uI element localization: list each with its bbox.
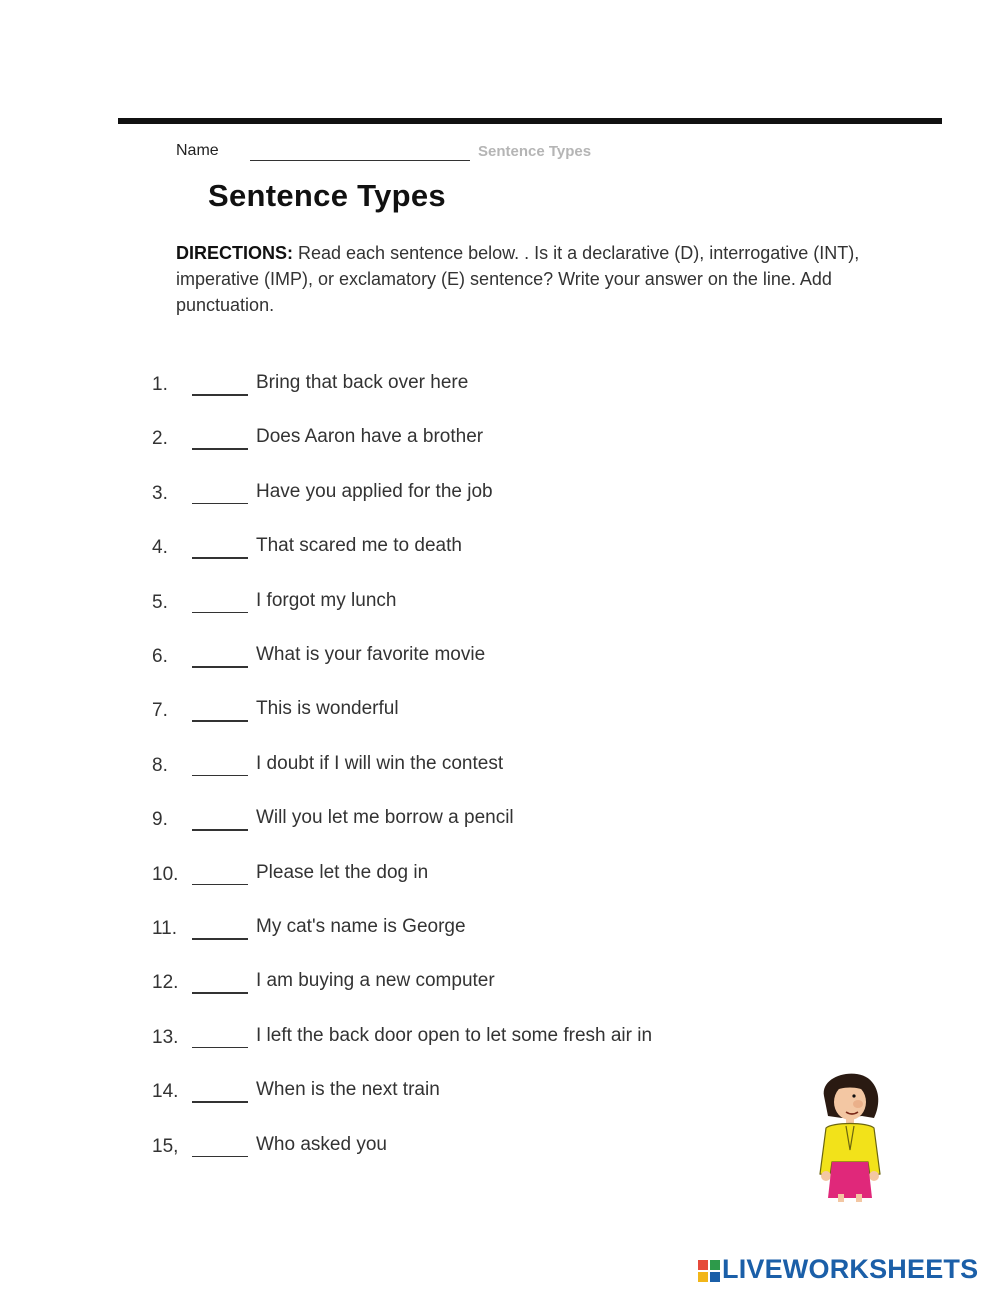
question-number: 9. [152,809,168,831]
question-item [152,370,852,400]
character-eye [852,1094,855,1097]
question-sentence: Does Aaron have a brother [256,426,484,448]
liveworksheets-icon [698,1260,720,1282]
answer-blank[interactable] [192,884,248,886]
question-number: 4. [152,537,168,559]
question-sentence: What is your favorite movie [256,644,486,665]
answer-blank[interactable] [192,612,248,614]
cartoon-character-illustration [802,1066,898,1202]
question-item [152,642,852,672]
directions-text: Read each sentence below. . Is it a declarative (D), interrogative (INT), imperative (IMP), or exclamatory (E) sentence? Write your answer on the line. Add punctuation. [176,243,860,315]
question-number: 11. [152,918,178,939]
question-number: 10. [152,863,179,885]
character-leg-left [838,1194,844,1202]
question-number: 7. [152,700,168,722]
answer-blank[interactable] [192,557,248,559]
question-sentence: My cat's name is George [256,916,466,937]
question-sentence: When is the next train [256,1079,440,1101]
question-item [152,588,852,618]
question-item [152,696,852,726]
liveworksheets-wordmark: LIVEWORKSHEETS [722,1254,979,1284]
question-sentence: Have you applied for the job [256,480,493,502]
answer-blank[interactable] [192,1156,248,1158]
answer-blank[interactable] [192,666,248,668]
question-item [152,914,852,944]
top-divider [118,118,942,124]
name-row [176,140,776,166]
character-hand-left [821,1171,831,1181]
question-sentence: Will you let me borrow a pencil [256,807,514,829]
answer-blank[interactable] [192,720,248,722]
answer-blank[interactable] [192,503,248,505]
worksheet-tag: Sentence Types [478,143,592,160]
question-number: 12. [152,972,179,994]
question-number: 5. [152,591,168,613]
question-item [152,1023,852,1053]
question-item [152,751,852,781]
question-item [152,1077,852,1107]
question-number: 2. [152,428,168,450]
answer-blank[interactable] [192,938,248,940]
page-title: Sentence Types [208,178,446,213]
question-item [152,860,852,890]
question-item [152,968,852,998]
question-item [152,479,852,509]
question-sentence: I left the back door open to let some fresh air in [256,1024,653,1046]
question-number: 6. [152,646,168,667]
question-number: 3. [152,482,168,504]
name-label: Name [176,142,219,159]
name-blank-line[interactable] [250,160,470,161]
question-sentence: Who asked you [256,1133,387,1155]
character-skirt [828,1162,872,1198]
character-hand-right [869,1171,879,1181]
liveworksheets-logo [698,1254,998,1288]
question-number: 1. [152,374,168,395]
answer-blank[interactable] [192,1047,248,1049]
character-nose [853,1100,863,1108]
question-sentence: I doubt if I will win the contest [256,752,504,774]
question-item [152,805,852,835]
question-sentence: I am buying a new computer [256,970,495,992]
answer-blank[interactable] [192,448,248,450]
question-number: 15, [152,1135,179,1157]
answer-blank[interactable] [192,829,248,831]
question-number: 13. [152,1026,179,1048]
character-leg-right [856,1194,862,1202]
question-sentence: This is wonderful [256,698,399,720]
directions [176,240,876,318]
question-sentence: Bring that back over here [256,372,469,393]
answer-blank[interactable] [192,1101,248,1103]
question-number: 8. [152,754,168,776]
directions-label: DIRECTIONS: [176,243,293,263]
question-item [152,533,852,563]
question-item [152,1132,852,1162]
question-sentence: That scared me to death [256,535,462,557]
question-number: 14. [152,1081,179,1103]
answer-blank[interactable] [192,394,248,396]
question-item [152,424,852,454]
question-sentence: I forgot my lunch [256,589,397,611]
answer-blank[interactable] [192,775,248,777]
question-sentence: Please let the dog in [256,861,429,883]
answer-blank[interactable] [192,992,248,994]
